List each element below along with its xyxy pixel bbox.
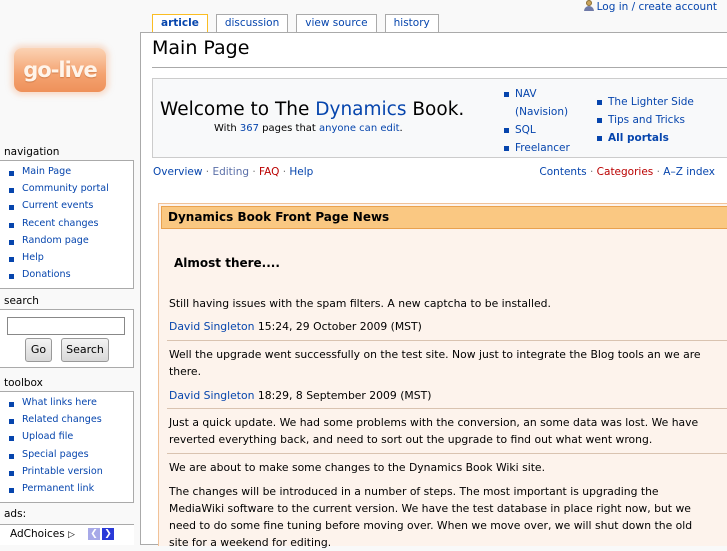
toolbox-item-label: Special pages <box>22 448 89 460</box>
portal-item-all-portals[interactable] <box>597 129 694 147</box>
bullet-icon <box>9 223 14 228</box>
page-title: Main Page <box>152 37 250 59</box>
tab-history-label: history <box>393 17 430 29</box>
adchoices-icon: ▷ <box>68 530 75 540</box>
welcome-sub-prefix: With <box>214 123 240 134</box>
toolbox-heading: toolbox <box>4 377 43 389</box>
portal-item-sql[interactable] <box>504 121 570 139</box>
search-button[interactable]: Search <box>61 338 109 362</box>
ad-prev-icon[interactable]: ❮ <box>88 528 100 540</box>
overview-link[interactable]: Overview <box>153 166 203 178</box>
portal-list-left <box>504 85 570 157</box>
author-link[interactable]: David Singleton <box>169 320 255 333</box>
news-divider <box>167 453 727 454</box>
toolbox-item-label: Related changes <box>22 414 102 426</box>
news-divider <box>167 340 727 341</box>
ad-next-icon[interactable]: ❯ <box>102 528 114 540</box>
portal-item-tips-and-tricks[interactable] <box>597 111 694 129</box>
portal-label: (Navision) <box>515 106 569 118</box>
editing-link[interactable]: Editing <box>212 166 250 178</box>
sidebar-item-main-page[interactable] <box>8 164 133 181</box>
sidebar-item-label: Help <box>22 251 44 263</box>
ads-bar <box>0 524 134 545</box>
categories-link[interactable]: Categories <box>596 166 654 178</box>
sidebar-item-label: Recent changes <box>22 217 99 229</box>
search-input[interactable] <box>7 317 125 335</box>
contents-link[interactable]: Contents <box>539 166 587 178</box>
anyone-can-edit-link[interactable]: anyone can edit <box>319 123 400 134</box>
search-heading: search <box>4 295 39 307</box>
site-logo-text: go-live <box>23 58 97 82</box>
portal-label: All portals <box>608 132 669 144</box>
login-link[interactable]: Log in / create account <box>596 1 717 13</box>
news-divider <box>167 408 727 409</box>
welcome-title <box>160 99 464 120</box>
title-divider <box>152 67 727 68</box>
news-heading: Dynamics Book Front Page News <box>161 206 727 229</box>
bullet-icon <box>9 171 14 176</box>
user-icon <box>584 0 594 11</box>
news-entry-text: Still having issues with the spam filters. A new captcha to be installed. <box>169 297 551 310</box>
bullet-icon <box>9 188 14 193</box>
bullet-icon <box>9 419 14 424</box>
welcome-prefix: Welcome to The <box>160 99 316 120</box>
tab-discussion-label: discussion <box>224 17 280 29</box>
sidebar-item-label: Current events <box>22 200 94 212</box>
bullet-icon <box>504 128 509 133</box>
sidebar-item-random-page[interactable] <box>8 233 133 250</box>
portal-item-freelancer[interactable] <box>504 139 570 157</box>
sidebar-item-recent-changes[interactable] <box>8 216 133 233</box>
site-logo[interactable] <box>14 48 106 92</box>
welcome-sub-suffix: . <box>399 123 403 134</box>
navigation-portlet <box>0 160 134 289</box>
news-entry-text: The changes will be introduced in a number of steps. The most important is upgrading the MediaWiki software to the current version. We have the test database in place right now, but we need to do some fine tuning before moving over. When we move over, we will shut down the old site for a weekend for editing. <box>169 485 693 549</box>
welcome-sub-middle: pages that <box>258 123 320 134</box>
nav-separator: · <box>586 166 597 178</box>
toolbox-item-special-pages[interactable] <box>8 447 133 464</box>
bullet-icon <box>9 471 14 476</box>
news-entry-signature <box>169 387 431 404</box>
portal-label: NAV <box>515 88 537 100</box>
portal-label: Freelancer <box>515 142 570 154</box>
welcome-suffix: Book. <box>406 99 465 120</box>
bullet-icon <box>504 146 509 151</box>
nav-right <box>539 166 715 178</box>
tab-article-label: article <box>161 17 199 29</box>
portal-list-right <box>597 93 694 147</box>
sidebar-item-community-portal[interactable] <box>8 181 133 198</box>
faq-link[interactable]: FAQ <box>259 166 280 178</box>
portal-label: The Lighter Side <box>608 96 694 108</box>
sidebar-item-current-events[interactable] <box>8 198 133 215</box>
news-entry-text: We are about to make some changes to the Dynamics Book Wiki site. <box>169 461 546 474</box>
news-entry-timestamp: 15:24, 29 October 2009 (MST) <box>254 320 422 333</box>
sidebar-item-label: Community portal <box>22 183 109 195</box>
news-entry-text: Just a quick update. We had some problems with the conversion, an some data was lost. We have reverted everything back, and need to sort out the upgrade to find out what went wrong. <box>169 416 699 446</box>
toolbox-item-related-changes[interactable] <box>8 412 133 429</box>
bullet-icon <box>597 118 602 123</box>
bullet-icon <box>9 436 14 441</box>
bullet-icon <box>9 402 14 407</box>
tab-discussion[interactable] <box>216 14 288 33</box>
navigation-list <box>0 161 133 289</box>
portal-item-navision[interactable] <box>504 103 570 121</box>
nav-separator: · <box>279 166 290 178</box>
sidebar-item-donations[interactable] <box>8 267 133 284</box>
toolbox-list <box>0 392 133 503</box>
nav-separator: · <box>653 166 664 178</box>
portal-label: SQL <box>515 124 536 136</box>
sidebar-item-label: Donations <box>22 269 71 281</box>
personal-tools <box>584 0 717 13</box>
author-link[interactable]: David Singleton <box>169 389 255 402</box>
dynamics-link[interactable]: Dynamics <box>315 99 407 120</box>
nav-left <box>153 166 313 178</box>
toolbox-item-what-links-here[interactable] <box>8 395 133 412</box>
nav-separator: · <box>202 166 213 178</box>
sidebar-item-help[interactable] <box>8 250 133 267</box>
toolbox-item-permanent-link[interactable] <box>8 481 133 498</box>
a-z-index-link[interactable]: A–Z index <box>663 166 715 178</box>
bullet-icon <box>504 92 509 97</box>
toolbox-item-printable-version[interactable] <box>8 464 133 481</box>
portal-item-nav[interactable] <box>504 85 570 103</box>
bullet-icon <box>9 454 14 459</box>
news-entry-signature <box>169 318 422 335</box>
page-tabs <box>152 14 447 33</box>
toolbox-item-upload-file[interactable] <box>8 429 133 446</box>
go-button[interactable]: Go <box>25 338 52 362</box>
ads-heading: ads: <box>4 508 27 520</box>
tab-view-source-label: view source <box>305 17 368 29</box>
bullet-icon <box>597 136 602 141</box>
bullet-icon <box>9 205 14 210</box>
toolbox-item-label: Printable version <box>22 465 103 477</box>
tab-history[interactable] <box>385 14 439 33</box>
navigation-heading: navigation <box>4 146 60 158</box>
welcome-box <box>152 78 727 158</box>
page-count-link[interactable]: 367 <box>239 123 259 134</box>
sidebar-item-label: Main Page <box>22 166 72 177</box>
adchoices-label: AdChoices <box>10 528 65 540</box>
welcome-subtitle <box>214 123 403 134</box>
adchoices-link[interactable] <box>10 526 75 543</box>
bullet-icon <box>597 100 602 105</box>
portal-label: Tips and Tricks <box>608 114 686 126</box>
bullet-icon <box>9 488 14 493</box>
toolbox-item-label: Permanent link <box>22 482 95 494</box>
news-subheading: Almost there.... <box>174 256 280 270</box>
tab-view-source[interactable] <box>296 14 376 33</box>
toolbox-item-label: Upload file <box>22 431 74 443</box>
sidebar-item-label: Random page <box>22 234 89 246</box>
help-link[interactable]: Help <box>289 166 314 178</box>
news-box <box>158 203 727 549</box>
news-entry-text: Well the upgrade went successfully on the test site. Now just to integrate the Blog tools an we are there. <box>169 348 701 378</box>
bullet-icon <box>9 240 14 245</box>
nav-separator: · <box>249 166 260 178</box>
portal-item-lighter-side[interactable] <box>597 93 694 111</box>
toolbox-portlet <box>0 391 134 503</box>
toolbox-item-label: What links here <box>22 397 97 408</box>
news-entry-timestamp: 18:29, 8 September 2009 (MST) <box>254 389 432 402</box>
content-area <box>140 32 727 549</box>
bullet-icon <box>9 257 14 262</box>
tab-article[interactable] <box>152 14 208 33</box>
bullet-icon <box>9 274 14 279</box>
main-page-nav <box>153 166 715 180</box>
